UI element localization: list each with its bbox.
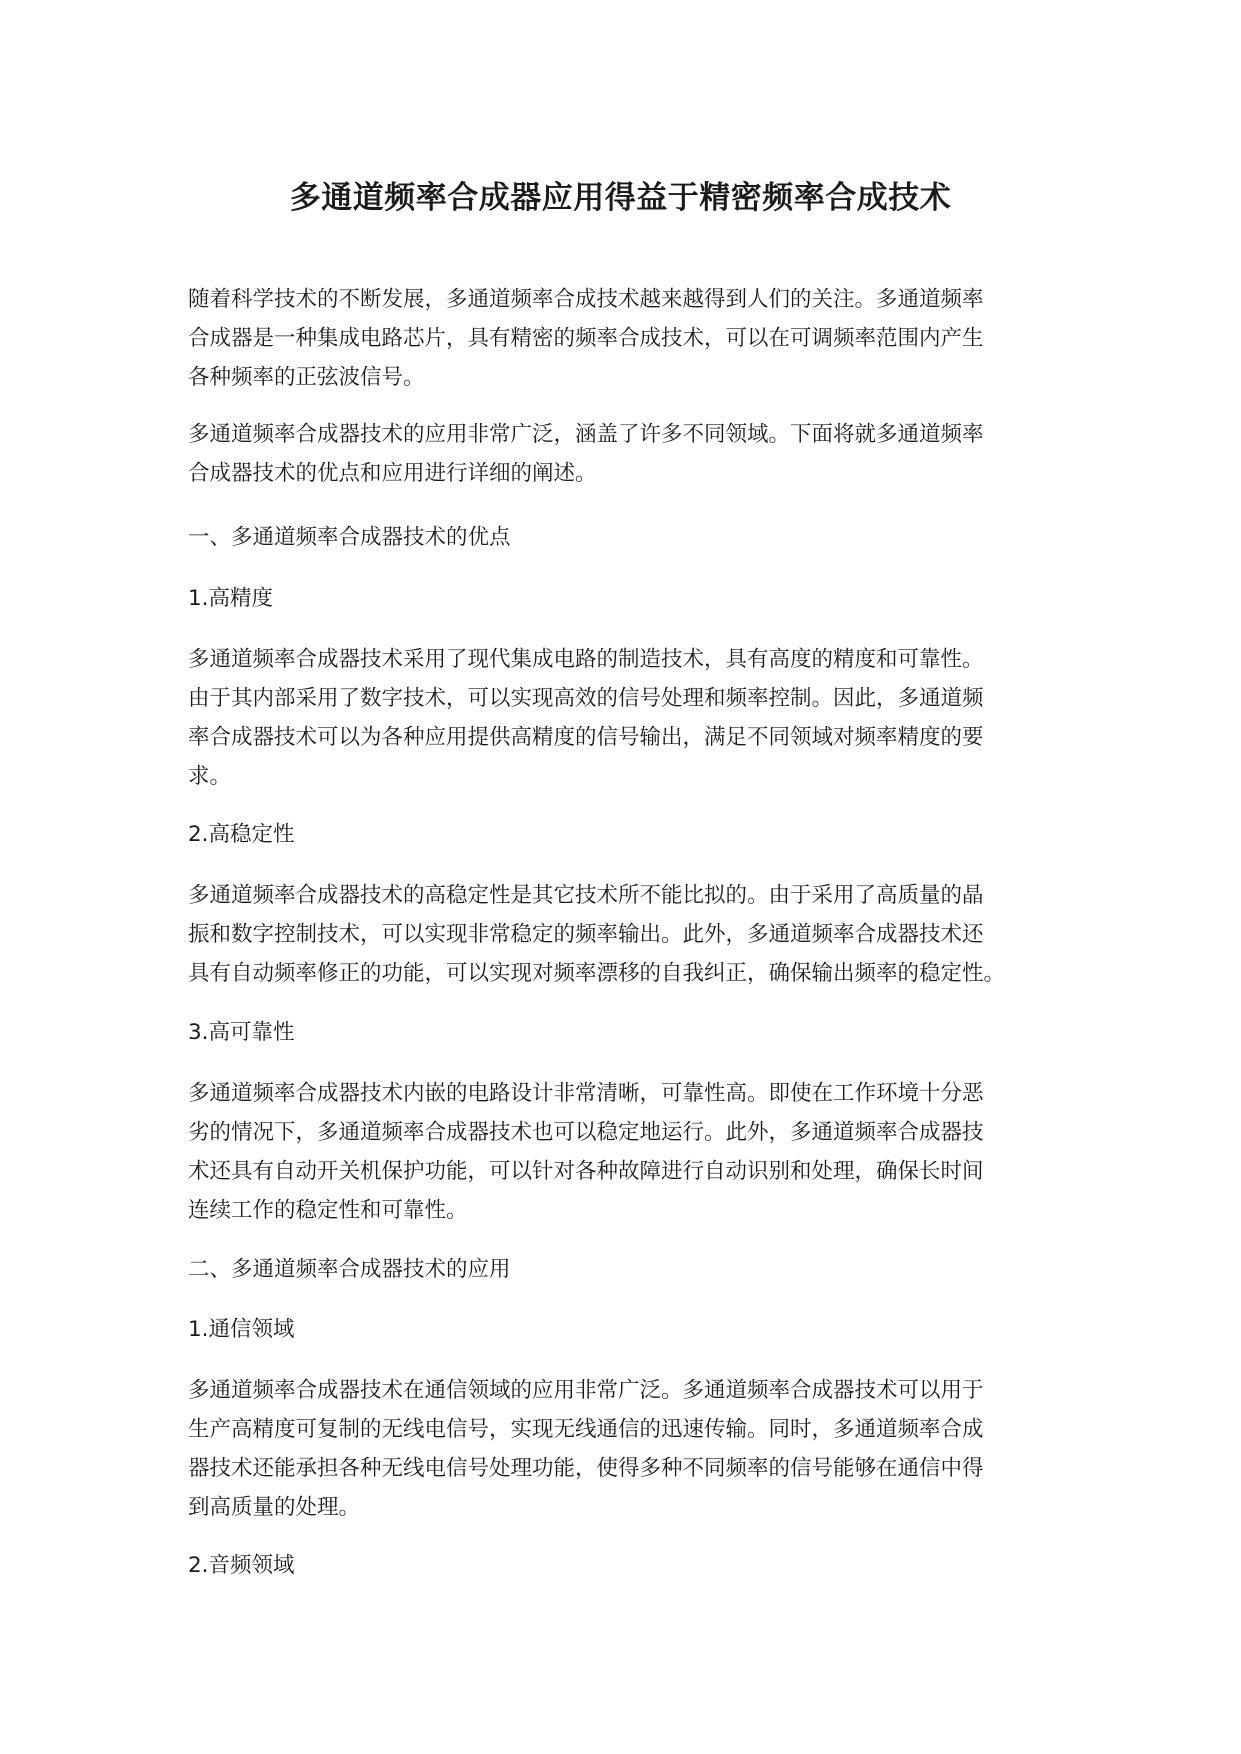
subheading-audio: 2.音频领域 [188,1553,295,1578]
paragraph-line: 各种频率的正弦波信号。 [188,365,425,390]
paragraph-line: 劣的情况下，多通道频率合成器技术也可以稳定地运行。此外，多通道频率合成器技 [188,1120,984,1145]
paragraph-line: 多通道频率合成器技术内嵌的电路设计非常清晰，可靠性高。即使在工作环境十分恶 [188,1081,984,1106]
paragraph-line: 由于其内部采用了数字技术，可以实现高效的信号处理和频率控制。因此，多通道频 [188,686,984,711]
paragraph-high-stability [188,876,1068,993]
subheading-communications: 1.通信领域 [188,1317,295,1342]
subheading-high-stability: 2.高稳定性 [188,822,295,847]
paragraph-line: 生产高精度可复制的无线电信号，实现无线通信的迅速传输。同时，多通道频率合成 [188,1417,984,1442]
paragraph-line: 连续工作的稳定性和可靠性。 [188,1198,468,1223]
subheading-high-reliability: 3.高可靠性 [188,1020,295,1045]
paragraph-communications [188,1371,1068,1527]
paragraph-line: 术还具有自动开关机保护功能，可以针对各种故障进行自动识别和处理，确保长时间 [188,1159,984,1184]
paragraph-line: 多通道频率合成器技术在通信领域的应用非常广泛。多通道频率合成器技术可以用于 [188,1378,984,1403]
paragraph-line: 多通道频率合成器技术采用了现代集成电路的制造技术，具有高度的精度和可靠性。 [188,647,984,672]
paragraph-overview [188,415,1068,493]
section-heading-advantages: 一、多通道频率合成器技术的优点 [188,525,511,550]
paragraph-high-precision [188,640,1068,796]
section-heading-applications: 二、多通道频率合成器技术的应用 [188,1257,511,1282]
paragraph-line: 振和数字控制技术，可以实现非常稳定的频率输出。此外，多通道频率合成器技术还 [188,922,984,947]
paragraph-line: 随着科学技术的不断发展，多通道频率合成技术越来越得到人们的关注。多通道频率 [188,287,984,312]
subheading-high-precision: 1.高精度 [188,586,274,611]
paragraph-line: 具有自动频率修正的功能，可以实现对频率漂移的自我纠正，确保输出频率的稳定性。 [188,961,1006,986]
paragraph-line: 到高质量的处理。 [188,1495,361,1520]
paragraph-line: 合成器是一种集成电路芯片，具有精密的频率合成技术，可以在可调频率范围内产生 [188,326,984,351]
paragraph-intro [188,280,1068,397]
paragraph-line: 器技术还能承担各种无线电信号处理功能，使得多种不同频率的信号能够在通信中得 [188,1456,984,1481]
document-title: 多通道频率合成器应用得益于精密频率合成技术 [289,180,952,216]
paragraph-line: 合成器技术的优点和应用进行详细的阐述。 [188,461,597,486]
paragraph-high-reliability [188,1074,1068,1230]
paragraph-line: 多通道频率合成器技术的高稳定性是其它技术所不能比拟的。由于采用了高质量的晶 [188,883,984,908]
paragraph-line: 求。 [188,764,232,789]
paragraph-line: 率合成器技术可以为各种应用提供高精度的信号输出，满足不同领域对频率精度的要 [188,725,984,750]
paragraph-line: 多通道频率合成器技术的应用非常广泛，涵盖了许多不同领域。下面将就多通道频率 [188,422,984,447]
